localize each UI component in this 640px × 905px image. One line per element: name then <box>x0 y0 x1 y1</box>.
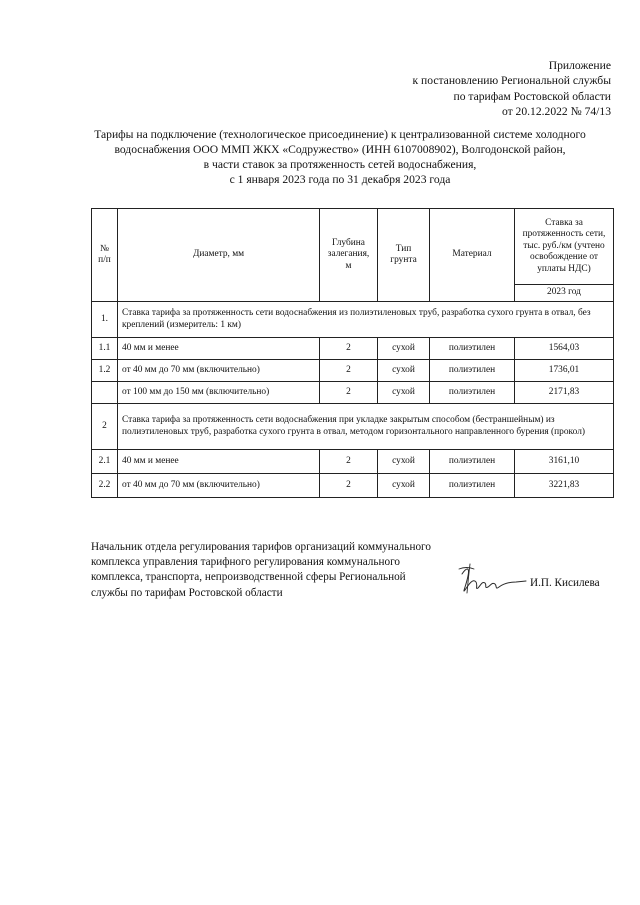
row-material: полиэтилен <box>430 474 515 498</box>
row-diameter: от 40 мм до 70 мм (включительно) <box>118 360 320 382</box>
row-rate: 1564,03 <box>515 338 614 360</box>
position-line: комплекса, транспорта, непроизводственной сферы Региональной <box>91 571 406 584</box>
position-line: комплекса управления тарифного регулирования коммунального <box>91 556 400 569</box>
row-depth: 2 <box>320 450 378 474</box>
title-line: с 1 января 2023 года по 31 декабря 2023 года <box>229 173 451 186</box>
appendix-line: Приложение <box>548 59 611 72</box>
row-material: полиэтилен <box>430 338 515 360</box>
section-row <box>92 302 614 338</box>
appendix-line: по тарифам Ростовской области <box>453 89 611 103</box>
table-row <box>92 450 614 474</box>
row-depth: 2 <box>320 474 378 498</box>
position-line: Начальник отдела регулирования тарифов организаций коммунального <box>91 541 431 553</box>
header-row <box>92 209 614 285</box>
row-material: полиэтилен <box>430 360 515 382</box>
row-num: 2.1 <box>92 450 118 474</box>
document-title <box>80 127 600 187</box>
section-row <box>92 404 614 450</box>
section-num: 1. <box>92 302 118 338</box>
row-soil: сухой <box>378 450 430 474</box>
title-line: в части ставок за протяженность сетей водоснабжения, <box>203 158 477 171</box>
row-num: 1.1 <box>92 338 118 360</box>
signer-name: И.П. Кисилева <box>530 577 600 589</box>
appendix-line: к постановлению Региональной службы <box>412 74 611 88</box>
position-line: службы по тарифам Ростовской области <box>91 586 283 599</box>
row-depth: 2 <box>320 338 378 360</box>
header-soil: Тип грунта <box>378 209 430 302</box>
appendix-block <box>311 58 611 120</box>
row-material: полиэтилен <box>430 382 515 404</box>
row-rate: 3221,83 <box>515 474 614 498</box>
row-soil: сухой <box>378 382 430 404</box>
appendix-line: от 20.12.2022 № 74/13 <box>501 105 611 119</box>
header-rate: Ставка за протяженность сети, тыс. руб./км (учтено освобождение от уплаты НДС) <box>515 209 614 285</box>
row-soil: сухой <box>378 474 430 498</box>
header-material: Материал <box>430 209 515 302</box>
table-row <box>92 338 614 360</box>
table-row <box>92 360 614 382</box>
row-rate: 1736,01 <box>515 360 614 382</box>
header-num: № п/п <box>92 209 118 302</box>
signatory-position <box>91 540 461 601</box>
handwritten-signature <box>456 560 528 600</box>
row-rate: 2171,83 <box>515 382 614 404</box>
row-num: 1.2 <box>92 360 118 382</box>
title-line: водоснабжения ООО ММП ЖКХ «Содружество» (ИНН 6107008902), Волгодонской район, <box>114 143 566 156</box>
section-description: Ставка тарифа за протяженность сети водоснабжения при укладке закрытым способом (бестраншейным) из полиэтиленовых труб, разработка сухого грунта в отвал, методом горизонтального направленного бурения (прокол) <box>118 404 614 450</box>
header-depth: Глубина залегания, м <box>320 209 378 302</box>
row-depth: 2 <box>320 382 378 404</box>
row-diameter: 40 мм и менее <box>118 450 320 474</box>
row-rate: 3161,10 <box>515 450 614 474</box>
header-year: 2023 год <box>515 285 614 302</box>
row-diameter: от 40 мм до 70 мм (включительно) <box>118 474 320 498</box>
tariff-table <box>91 208 614 498</box>
table-row <box>92 474 614 498</box>
header-diameter: Диаметр, мм <box>118 209 320 302</box>
row-depth: 2 <box>320 360 378 382</box>
row-diameter: от 100 мм до 150 мм (включительно) <box>118 382 320 404</box>
row-diameter: 40 мм и менее <box>118 338 320 360</box>
row-num <box>92 382 118 404</box>
title-line: Тарифы на подключение (технологическое присоединение) к централизованной системе холодного <box>94 128 586 141</box>
table-row <box>92 382 614 404</box>
row-soil: сухой <box>378 338 430 360</box>
section-num: 2 <box>92 404 118 450</box>
row-soil: сухой <box>378 360 430 382</box>
row-material: полиэтилен <box>430 450 515 474</box>
section-description: Ставка тарифа за протяженность сети водоснабжения из полиэтиленовых труб, разработка сухого грунта в отвал, без креплений (измеритель: 1 км) <box>118 302 614 338</box>
row-num: 2.2 <box>92 474 118 498</box>
